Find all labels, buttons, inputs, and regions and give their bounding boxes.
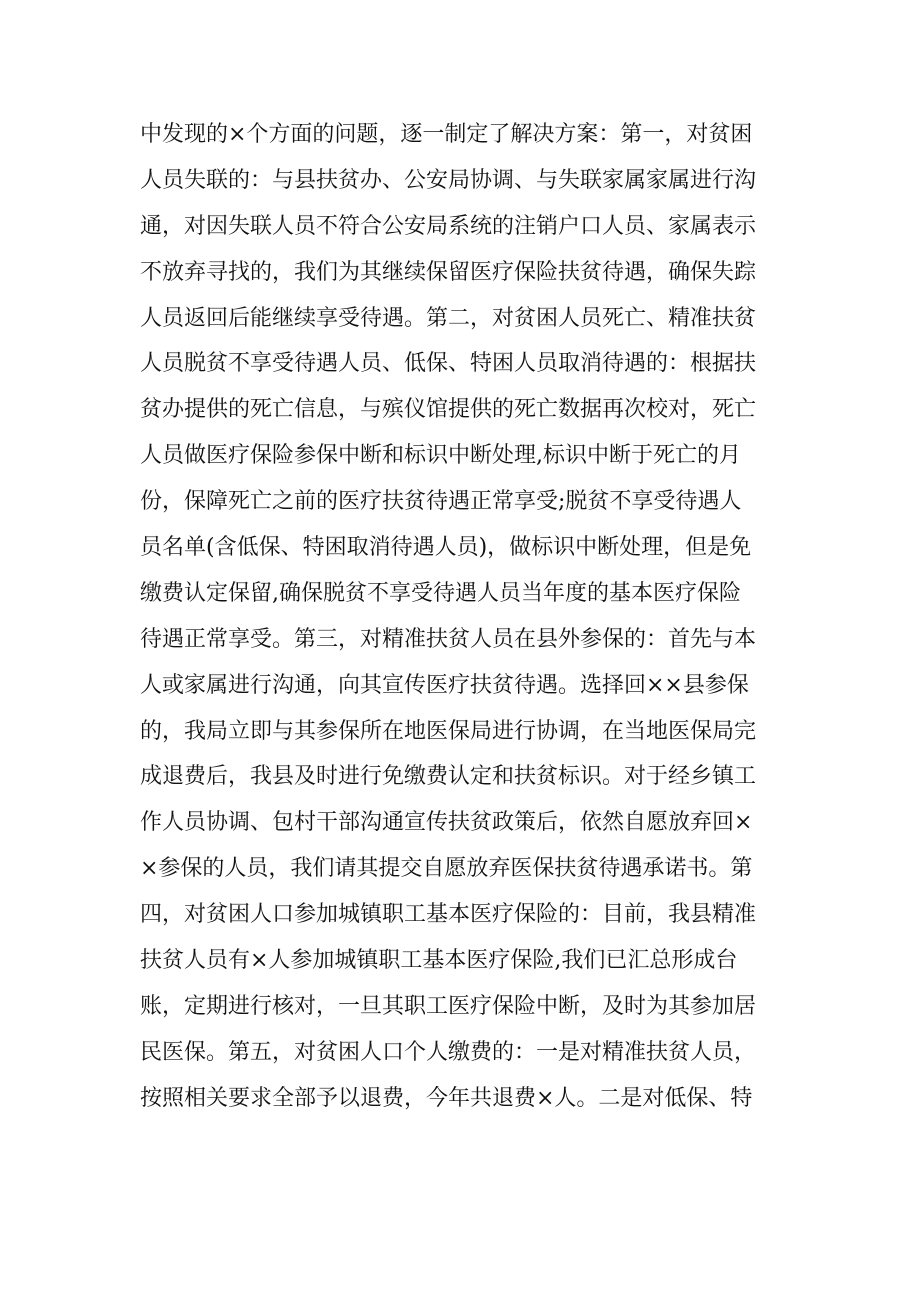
text-line: 缴费认定保留,确保脱贫不享受待遇人员当年度的基本医疗保险 xyxy=(140,580,741,606)
text-line: 员名单(含低保、特困取消待遇人员)，做标识中断处理，但是免 xyxy=(140,535,752,561)
text-line: 贫办提供的死亡信息，与殡仪馆提供的死亡数据再次校对，死亡 xyxy=(140,397,757,423)
text-line: 四，对贫困人口参加城镇职工基本医疗保险的：目前，我县精准 xyxy=(140,902,757,928)
text-line: 份，保障死亡之前的医疗扶贫待遇正常享受;脱贫不享受待遇人 xyxy=(140,489,742,515)
text-line: 人员返回后能继续享受待遇。第二，对贫困人员死亡、精准扶贫 xyxy=(140,305,757,331)
text-line: 账，定期进行核对，一旦其职工医疗保险中断，及时为其参加居 xyxy=(140,993,757,1019)
text-line: ×参保的人员，我们请其提交自愿放弃医保扶贫待遇承诺书。第 xyxy=(140,856,753,882)
body-text xyxy=(140,112,780,1122)
text-line: 通，对因失联人员不符合公安局系统的注销户口人员、家属表示 xyxy=(140,213,757,239)
text-line: 成退费后，我县及时进行免缴费认定和扶贫标识。对于经乡镇工 xyxy=(140,764,757,790)
text-line: 人员做医疗保险参保中断和标识中断处理,标识中断于死亡的月 xyxy=(140,443,741,469)
text-line: 扶贫人员有×人参加城镇职工基本医疗保险,我们已汇总形成台 xyxy=(140,948,738,974)
text-line: 人员失联的：与县扶贫办、公安局协调、与失联家属家属进行沟 xyxy=(140,167,757,193)
text-line: 按照相关要求全部予以退费，今年共退费×人。二是对低保、特 xyxy=(140,1085,753,1111)
text-line: 的，我局立即与其参保所在地医保局进行协调，在当地医保局完 xyxy=(140,718,757,744)
text-line: 待遇正常享受。第三，对精准扶贫人员在县外参保的：首先与本 xyxy=(140,626,757,652)
text-line: 民医保。第五，对贫困人口个人缴费的：一是对精准扶贫人员， xyxy=(140,1039,757,1065)
text-line: 中发现的×个方面的问题，逐一制定了解决方案：第一，对贫困 xyxy=(140,122,753,147)
text-line: 不放弃寻找的，我们为其继续保留医疗保险扶贫待遇，确保失踪 xyxy=(140,259,757,285)
text-line: 作人员协调、包村干部沟通宣传扶贫政策后，依然自愿放弃回× xyxy=(140,810,753,836)
text-line: 人或家属进行沟通，向其宣传医疗扶贫待遇。选择回××县参保 xyxy=(140,672,749,698)
text-line: 人员脱贫不享受待遇人员、低保、特困人员取消待遇的：根据扶 xyxy=(140,351,757,377)
